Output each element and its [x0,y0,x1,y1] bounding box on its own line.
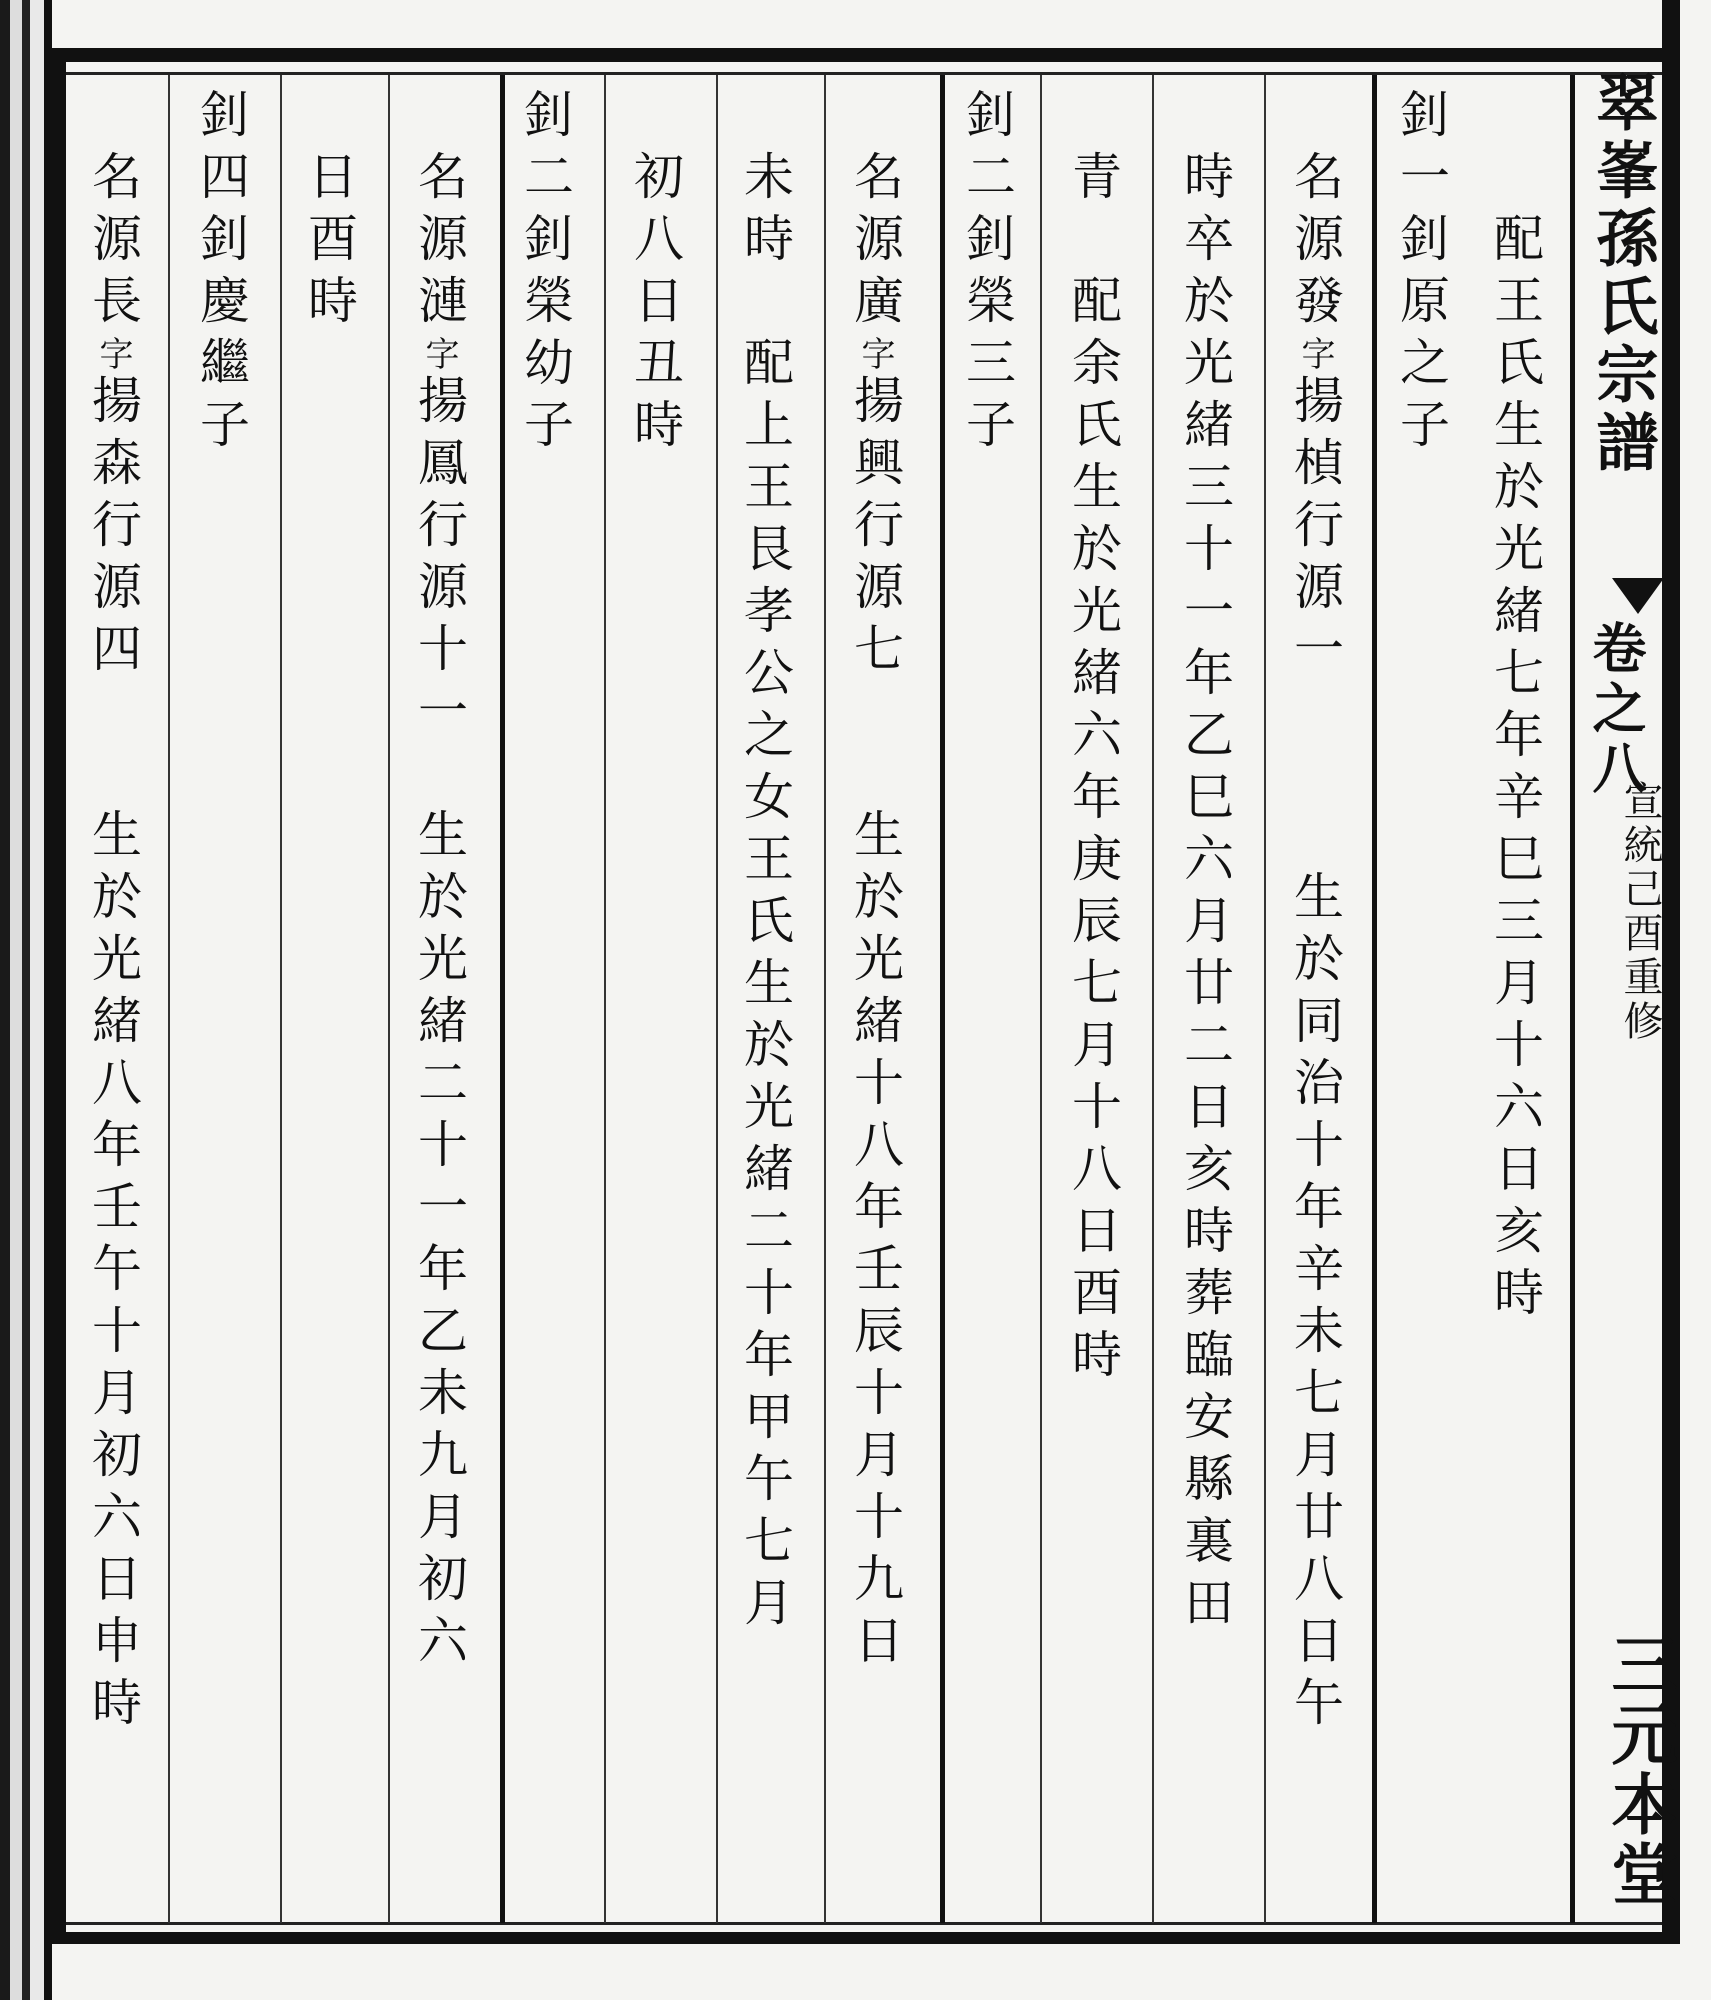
text-column: 釗四釗慶繼子 [192,88,250,460]
frame-left-border [52,48,66,1944]
text-column [846,88,904,1676]
fishtail-mark [1612,578,1664,614]
text-column: 配王氏生於光緒七年辛巳三月十六日亥時 [1486,88,1544,1328]
annotation-small: 字 [419,336,459,374]
column-rule [1040,75,1042,1923]
column-text: 揚鳳行源十一 生於光緒二十一年乙未九月初六 [410,374,468,1676]
column-text: 揚楨行源一 生於同治十年辛未七月廿八日午 [1286,374,1344,1738]
text-column: 時卒於光緒三十一年乙巳六月廿二日亥時葬臨安縣裏田 [1176,88,1234,1638]
page-number: 三元本堂 [1600,1630,1678,1910]
column-rule [824,75,826,1923]
column-rule [1372,75,1377,1923]
column-text: 名源發 [1286,88,1344,336]
column-rule [168,75,170,1923]
column-rule [940,75,945,1923]
text-column: 未時 配上王艮孝公之女王氏生於光緒二十年甲午七月 [736,88,794,1638]
text-column [84,88,142,1738]
column-rule [716,75,718,1923]
frame-bottom-inner-border [52,1922,1672,1925]
column-text: 名源長 [84,88,142,336]
text-column: 釗一釗原之子 [1392,88,1450,460]
text-column [1286,88,1344,1738]
frame-top-border [52,48,1672,62]
frame-bottom-border [52,1932,1672,1944]
book-spine-edge [0,0,58,2000]
annotation-small: 字 [855,336,895,374]
annotation-small: 字 [93,336,133,374]
text-column: 日酉時 [300,88,358,336]
text-column [410,88,468,1676]
column-rule [604,75,606,1923]
text-column: 初八日丑時 [626,88,684,460]
frame-top-inner-border [52,72,1672,75]
column-rule [500,75,505,1923]
column-text: 揚興行源七 生於光緒十八年壬辰十月十九日 [846,374,904,1676]
column-rule [388,75,390,1923]
column-text: 揚森行源四 生於光緒八年壬午十月初六日申時 [84,374,142,1738]
column-rule [280,75,282,1923]
column-text: 名源廣 [846,88,904,336]
text-column: 釗二釗榮幼子 [516,88,574,460]
column-rule [1152,75,1154,1923]
column-rule [1264,75,1266,1923]
text-column: 青 配余氏生於光緒六年庚辰七月十八日酉時 [1064,88,1122,1390]
edition-note: 宣統己酉重修 [1617,780,1663,1044]
column-text: 名源漣 [410,88,468,336]
annotation-small: 字 [1295,336,1335,374]
volume-label: 卷之八 [1584,620,1648,800]
text-column: 釗二釗榮三子 [958,88,1016,460]
column-rule [1570,75,1575,1923]
book-title: 翠峯孫氏宗譜 [1586,70,1659,478]
